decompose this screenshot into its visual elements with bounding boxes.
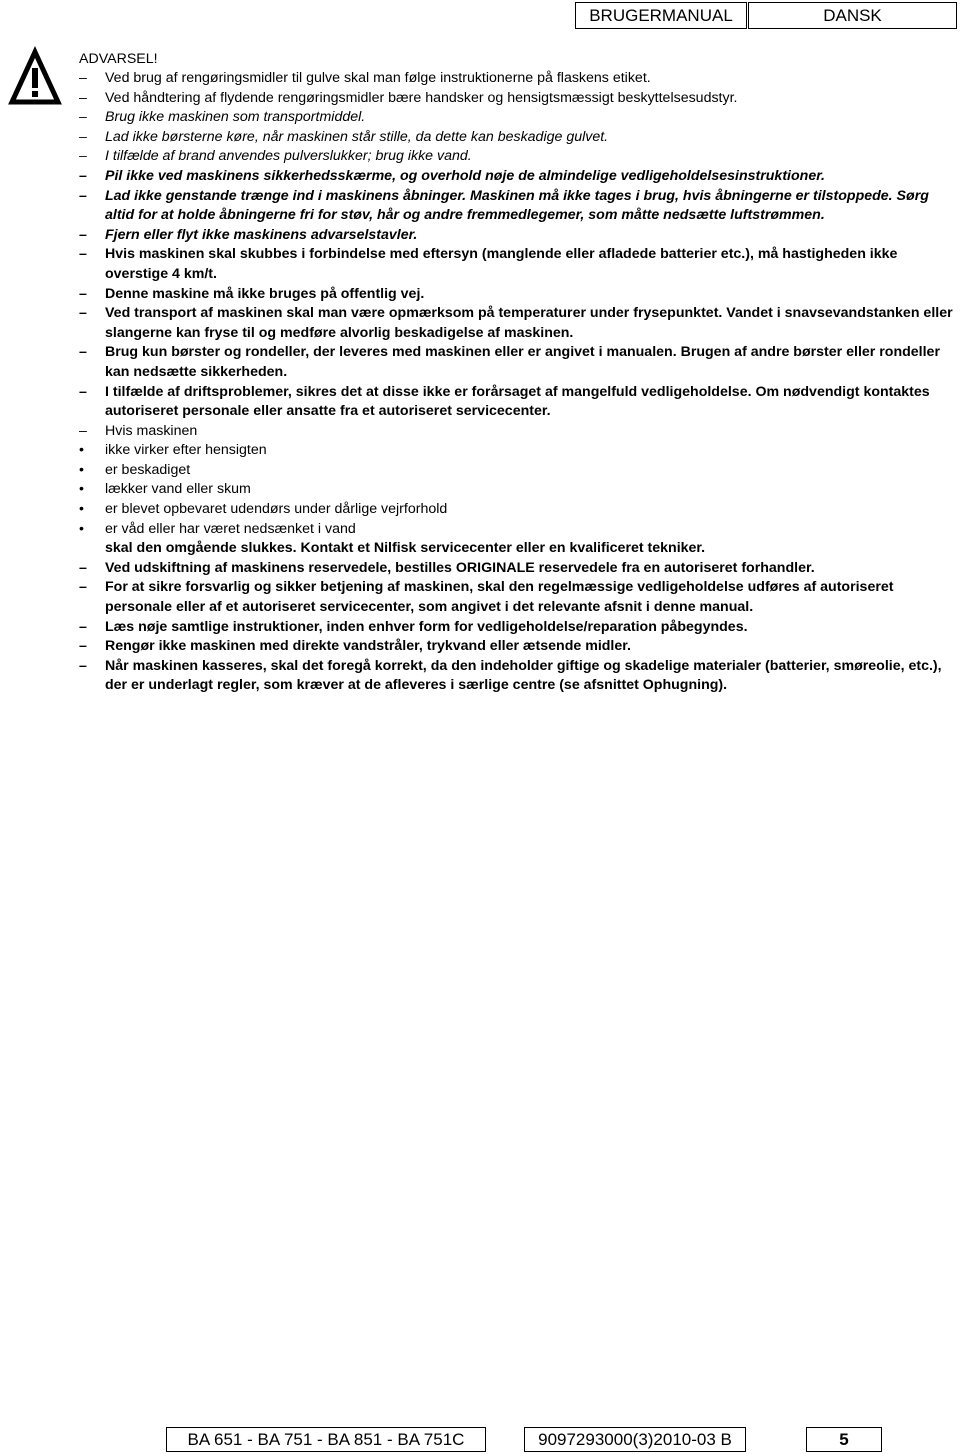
sub-bullet: • er beskadiget [79,461,191,478]
list-item: – Brug ikke maskinen som transportmiddel. [79,109,366,126]
list-item: – I tilfælde af brand anvendes pulverslukker; brug ikke vand. [79,148,472,165]
sub-conclusion: skal den omgående slukkes. Kontakt et Nilfisk servicecenter eller en kvalificeret tekniker. [105,540,706,557]
list-item: – Hvis maskinen skal skubbes i forbindelse med eftersyn (manglende eller afladede batterier etc.), må hastigheden ikke overstige 4 km/t. [79,246,898,282]
header-language-label: DANSK [748,2,957,29]
list-item: – Hvis maskinen [79,422,198,439]
list-item: – Lad ikke genstande trænge ind i maskinens åbninger. Maskinen må ikke tages i brug, hvis åbningerne er tilstoppede. Sørg altid for at holde åbningerne fri for støv, hår og andre fremmedlegemer, som måtte nedsætte luftstrømmen. [79,187,929,224]
list-item: – Brug kun børster og rondeller, der leveres med maskinen eller er angivet i manualen. Brugen af andre børster eller rondeller kan nedsætte sikkerheden. [79,344,940,380]
list-item: – I tilfælde af driftsproblemer, sikres det at disse ikke er forårsaget af mangelfuld vedligeholdelse. Om nødvendigt kontaktes autoriseret personale eller ansatte fra et autoriseret servicecenter. [79,383,930,420]
footer [166,1427,886,1454]
sub-bullet: • er blevet opbevaret udendørs under dårlige vejrforhold [79,501,448,518]
sub-bullet: • lækker vand eller skum [79,481,251,498]
warning-title: ADVARSEL! [79,51,158,67]
list-item: – Ved transport af maskinen skal man være opmærksom på temperaturer under frysepunktet. Vandet i snavsevandstanken eller slangerne kan fryse til og medføre alvorlig beskadigelse af maskinen. [79,305,953,341]
list-item: – For at sikre forsvarlig og sikker betjening af maskinen, skal den regelmæssige vedligeholdelse udføres af autoriseret personale eller af et autoriseret servicecenter, som angivet i det relevante afsnit i denne manual. [79,579,894,616]
list-item: – Lad ikke børsterne køre, når maskinen står stille, da dette kan beskadige gulvet. [79,128,609,145]
list-item: – Pil ikke ved maskinens sikkerhedsskærme, og overhold nøje de almindelige vedligeholdelsesinstruktioner. [79,167,825,184]
footer-doc-number: 9097293000(3)2010-03 B [524,1427,746,1452]
sub-bullet: • ikke virker efter hensigten [79,442,267,459]
warning-section [79,49,959,696]
page-number: 5 [806,1427,882,1452]
warning-triangle-icon [8,44,62,108]
list-item: – Denne maskine må ikke bruges på offentlig vej. [79,285,425,302]
list-item: – Læs nøje samtlige instruktioner, inden enhver form for vedligeholdelse/reparation påbegyndes. [79,618,748,635]
list-item: – Når maskinen kasseres, skal det foregå korrekt, da den indeholder giftige og skadelige materialer (batterier, smøreolie, etc.), der er underlagt regler, som kræver at de afleveres i særlige centre (se afsnittet Ophugning). [79,657,942,694]
list-item: – Ved udskiftning af maskinens reservedele, bestilles ORIGINALE reservedele fra en autoriseret forhandler. [79,559,815,576]
header-manual-label: BRUGERMANUAL [575,2,747,29]
list-item: – Fjern eller flyt ikke maskinens advarselstavler. [79,226,418,243]
list-item: – Ved brug af rengøringsmidler til gulve skal man følge instruktionerne på flaskens etiket. [79,70,651,86]
sub-bullet: • er våd eller har været nedsænket i vand [79,520,356,537]
list-item: – Rengør ikke maskinen med direkte vandstråler, trykvand eller ætsende midler. [79,638,631,655]
list-item: – Ved håndtering af flydende rengøringsmidler bære handsker og hensigtsmæssigt beskyttelsesudstyr. [79,89,738,106]
footer-models: BA 651 - BA 751 - BA 851 - BA 751C [166,1427,486,1452]
